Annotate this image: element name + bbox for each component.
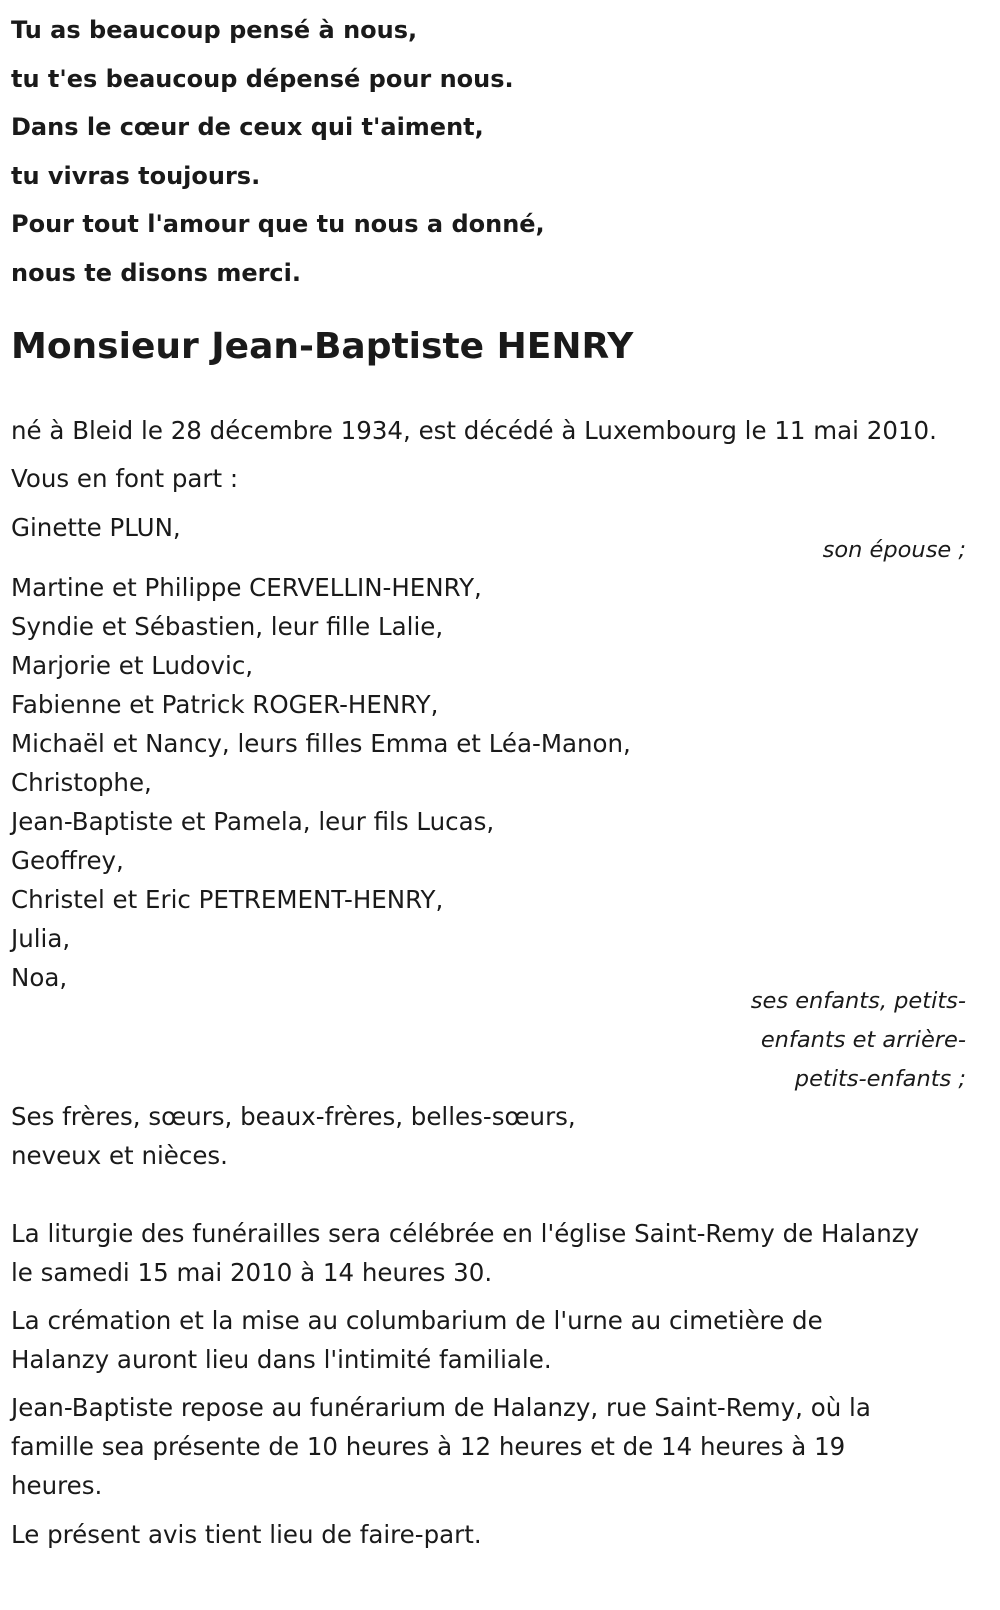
list-item: Michaël et Nancy, leurs filles Emma et Léa-Manon, <box>11 729 631 758</box>
siblings-line: Ses frères, sœurs, beaux-frères, belles-sœurs, <box>11 1102 576 1131</box>
list-item: Geoffrey, <box>11 846 124 875</box>
cremation-line: La crémation et la mise au columbarium de l'urne au cimetière de <box>11 1306 823 1335</box>
poem <box>11 6 545 297</box>
list-item: Christel et Eric PETREMENT-HENRY, <box>11 885 444 914</box>
funeral-line: le samedi 15 mai 2010 à 14 heures 30. <box>11 1258 493 1287</box>
poem-line: Tu as beaucoup pensé à nous, <box>11 16 418 44</box>
poem-line: nous te disons merci. <box>11 258 302 287</box>
poem-line: Pour tout l'amour que tu nous a donné, <box>11 210 545 238</box>
siblings-line: neveux et nièces. <box>11 1141 228 1170</box>
spouse-role: son épouse ; <box>822 537 966 563</box>
children-role-line: enfants et arrière- <box>760 1027 966 1053</box>
list-item: Christophe, <box>11 768 152 797</box>
visitation-line: famille sea présente de 10 heures à 12 heures et de 14 heures à 19 <box>11 1432 846 1461</box>
list-item: Syndie et Sébastien, leur fille Lalie, <box>11 612 444 641</box>
children-list <box>11 568 631 997</box>
list-item: Noa, <box>11 963 68 992</box>
birth-death-line: né à Bleid le 28 décembre 1934, est décédé à Luxembourg le 11 mai 2010. <box>11 416 937 445</box>
list-item: Fabienne et Patrick ROGER-HENRY, <box>11 690 439 719</box>
children-role-line: ses enfants, petits- <box>750 988 966 1014</box>
visitation-line: Jean-Baptiste repose au funérarium de Halanzy, rue Saint-Remy, où la <box>11 1393 871 1422</box>
spouse-name: Ginette PLUN, <box>11 513 181 542</box>
list-item: Martine et Philippe CERVELLIN-HENRY, <box>11 573 482 602</box>
list-item: Julia, <box>11 924 71 953</box>
visitation-line: heures. <box>11 1471 103 1500</box>
closing-line: Le présent avis tient lieu de faire-part. <box>11 1520 482 1549</box>
poem-line: Dans le cœur de ceux qui t'aiment, <box>11 113 484 141</box>
announce-intro: Vous en font part : <box>11 464 239 493</box>
cremation-line: Halanzy auront lieu dans l'intimité familiale. <box>11 1345 552 1374</box>
list-item: Marjorie et Ludovic, <box>11 651 254 680</box>
children-role-line: petits-enfants ; <box>794 1066 966 1092</box>
poem-line: tu vivras toujours. <box>11 161 261 190</box>
list-item: Jean-Baptiste et Pamela, leur fils Lucas, <box>11 807 495 836</box>
funeral-line: La liturgie des funérailles sera célébrée en l'église Saint-Remy de Halanzy <box>11 1219 920 1248</box>
poem-line: tu t'es beaucoup dépensé pour nous. <box>11 64 514 93</box>
deceased-name: Monsieur Jean-Baptiste HENRY <box>11 326 634 367</box>
